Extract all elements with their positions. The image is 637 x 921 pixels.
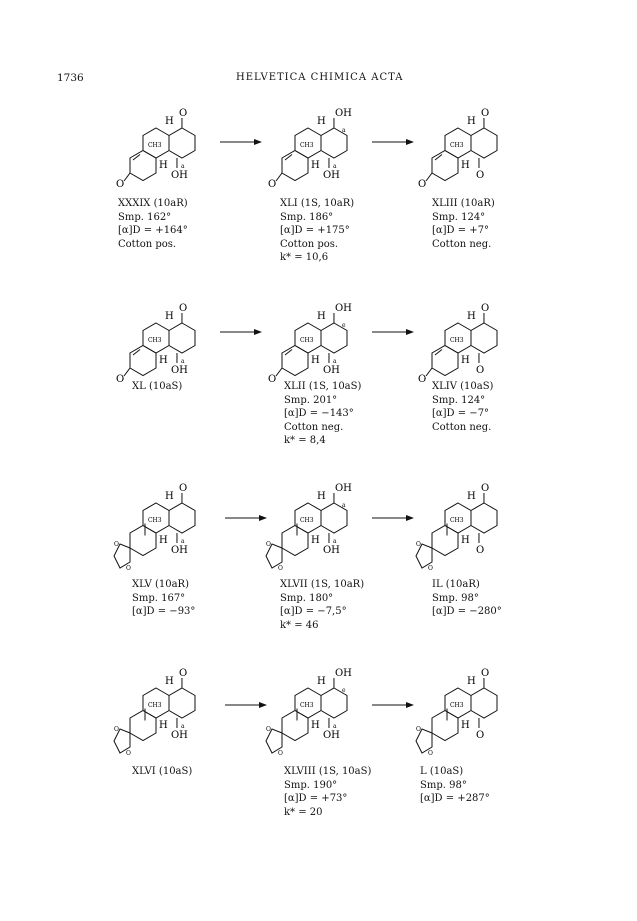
orientation-label: e (341, 322, 346, 329)
hydroxyl-label: OH (334, 303, 352, 314)
methyl-label: CH3 (449, 337, 464, 344)
caption-line: [α]D = +164° (118, 225, 188, 237)
orientation-label-2: a (332, 538, 337, 545)
caption-line: XLVII (1S, 10aR) (280, 579, 365, 590)
h-label-bottom: H (310, 535, 320, 546)
carbonyl-label-2: O (475, 170, 485, 181)
caption-line: Smp. 167° (132, 592, 186, 604)
carbonyl-label-2: O (475, 730, 485, 741)
h-label-top: H (164, 491, 174, 502)
compound-caption (432, 380, 493, 434)
caption-line: Cotton pos. (118, 238, 177, 250)
h-label-bottom: H (460, 355, 470, 366)
journal-title: HELVETICA CHIMICA ACTA (236, 72, 404, 83)
compound-caption (284, 380, 361, 448)
compound-caption (420, 765, 490, 806)
ketal-oxygen-2: O (126, 565, 131, 572)
caption-line: k* = 46 (280, 619, 319, 631)
caption-line: [α]D = −280° (432, 606, 502, 618)
ketal-oxygen-2: O (278, 565, 283, 572)
caption-line: Cotton neg. (284, 421, 344, 433)
h-label-bottom: H (460, 720, 470, 731)
hydroxyl-label-2: OH (322, 170, 340, 181)
structure-2 (254, 95, 374, 205)
caption-line: k* = 10,6 (280, 252, 329, 264)
hydroxyl-label-2: OH (170, 730, 188, 741)
hydroxyl-label-2: OH (170, 545, 188, 556)
h-label-bottom: H (158, 355, 168, 366)
compound-caption (118, 197, 188, 251)
caption-line: XL (10aS) (132, 381, 183, 392)
methyl-label: CH3 (147, 702, 162, 709)
h-label-bottom: H (310, 355, 320, 366)
caption-line: [α]D = +175° (280, 225, 350, 237)
ketal-oxygen-1: O (114, 541, 119, 548)
ketal-oxygen-1: O (416, 541, 421, 548)
h-label-bottom: H (310, 720, 320, 731)
compound-caption (432, 197, 495, 251)
orientation-label-2: a (180, 163, 185, 170)
methyl-label: CH3 (147, 517, 162, 524)
caption-line: XLII (1S, 10aS) (284, 381, 362, 392)
caption-line: [α]D = −143° (284, 408, 354, 420)
caption-line: k* = 8,4 (284, 435, 326, 447)
orientation-label-2: a (332, 723, 337, 730)
reaction-arrow (220, 137, 262, 147)
carbonyl-label: O (178, 303, 188, 314)
carbonyl-label: O (480, 303, 490, 314)
ketal-oxygen-1: O (266, 541, 271, 548)
h-label-top: H (466, 116, 476, 127)
hydroxyl-label-2: OH (322, 730, 340, 741)
h-label-top: H (316, 116, 326, 127)
caption-line: Smp. 190° (284, 779, 338, 791)
caption-line: Smp. 98° (432, 592, 479, 604)
ketal-oxygen-1: O (416, 726, 421, 733)
caption-line: [α]D = −7,5° (280, 606, 347, 618)
compound-caption (280, 578, 364, 632)
carbonyl-label: O (480, 483, 490, 494)
caption-line: [α]D = −93° (132, 606, 196, 618)
carbonyl-label-2: O (475, 365, 485, 376)
h-label-top: H (466, 311, 476, 322)
orientation-label-2: a (332, 163, 337, 170)
ketal-oxygen-2: O (428, 565, 433, 572)
compound-caption (132, 765, 192, 779)
hydroxyl-label-2: OH (322, 545, 340, 556)
methyl-label: CH3 (299, 702, 314, 709)
methyl-label: CH3 (299, 337, 314, 344)
h-label-top: H (164, 311, 174, 322)
caption-line: XLV (10aR) (132, 579, 189, 590)
methyl-label: CH3 (449, 702, 464, 709)
compound-caption (132, 578, 195, 619)
oxygen-label: O (418, 374, 427, 385)
caption-line: Smp. 162° (118, 211, 172, 223)
methyl-label: CH3 (147, 337, 162, 344)
h-label-bottom: H (158, 535, 168, 546)
caption-line: [α]D = +287° (420, 793, 490, 805)
reaction-arrow (225, 700, 267, 710)
caption-line: L (10aS) (420, 766, 464, 777)
compound-caption (132, 380, 182, 394)
h-label-top: H (316, 491, 326, 502)
structure-7 (102, 470, 222, 580)
structure-8 (254, 470, 374, 580)
ketal-oxygen-2: O (278, 750, 283, 757)
orientation-label-2: a (180, 358, 185, 365)
hydroxyl-label: OH (334, 668, 352, 679)
caption-line: Smp. 180° (280, 592, 334, 604)
caption-line: Smp. 98° (420, 779, 467, 791)
reaction-arrow (372, 700, 414, 710)
caption-line: Smp. 124° (432, 211, 486, 223)
h-label-top: H (316, 311, 326, 322)
oxygen-label: O (268, 374, 277, 385)
h-label-bottom: H (460, 160, 470, 171)
caption-line: [α]D = −7° (432, 408, 490, 420)
hydroxyl-label: OH (334, 483, 352, 494)
oxygen-label: O (116, 179, 125, 190)
h-label-bottom: H (460, 535, 470, 546)
carbonyl-label: O (178, 483, 188, 494)
orientation-label: a (341, 127, 346, 134)
structure-1 (102, 95, 222, 205)
h-label-top: H (466, 676, 476, 687)
carbonyl-label: O (480, 108, 490, 119)
caption-line: XLI (1S, 10aR) (280, 198, 355, 209)
caption-line: Cotton neg. (432, 238, 492, 250)
compound-caption (284, 765, 371, 819)
structure-11 (254, 655, 374, 765)
oxygen-label: O (268, 179, 277, 190)
carbonyl-label: O (178, 668, 188, 679)
structure-10 (102, 655, 222, 765)
reaction-arrow (372, 137, 414, 147)
hydroxyl-label-2: OH (170, 365, 188, 376)
orientation-label-2: a (180, 723, 185, 730)
h-label-bottom: H (310, 160, 320, 171)
caption-line: Smp. 124° (432, 394, 486, 406)
reaction-arrow (372, 513, 414, 523)
ketal-oxygen-2: O (428, 750, 433, 757)
compound-caption (280, 197, 354, 265)
reaction-arrow (220, 327, 262, 337)
h-label-bottom: H (158, 720, 168, 731)
compound-caption (432, 578, 502, 619)
methyl-label: CH3 (147, 142, 162, 149)
reaction-arrow (225, 513, 267, 523)
methyl-label: CH3 (299, 517, 314, 524)
structure-3 (404, 95, 524, 205)
caption-line: XXXIX (10aR) (118, 198, 188, 209)
orientation-label: a (341, 502, 346, 509)
caption-line: [α]D = +73° (284, 793, 348, 805)
methyl-label: CH3 (299, 142, 314, 149)
orientation-label-2: a (332, 358, 337, 365)
caption-line: Smp. 201° (284, 394, 338, 406)
oxygen-label: O (418, 179, 427, 190)
methyl-label: CH3 (449, 517, 464, 524)
structure-9 (404, 470, 524, 580)
caption-line: XLVI (10aS) (132, 766, 193, 777)
caption-line: XLIV (10aS) (432, 381, 494, 392)
h-label-top: H (164, 676, 174, 687)
carbonyl-label-2: O (475, 545, 485, 556)
carbonyl-label: O (480, 668, 490, 679)
caption-line: k* = 20 (284, 806, 323, 818)
caption-line: XLIII (10aR) (432, 198, 495, 209)
oxygen-label: O (116, 374, 125, 385)
caption-line: Cotton pos. (280, 238, 339, 250)
caption-line: XLVIII (1S, 10aS) (284, 766, 372, 777)
h-label-top: H (316, 676, 326, 687)
hydroxyl-label-2: OH (170, 170, 188, 181)
carbonyl-label: O (178, 108, 188, 119)
caption-line: [α]D = +7° (432, 225, 490, 237)
methyl-label: CH3 (449, 142, 464, 149)
orientation-label: e (341, 687, 346, 694)
structure-12 (404, 655, 524, 765)
caption-line: IL (10aR) (432, 579, 480, 590)
ketal-oxygen-1: O (114, 726, 119, 733)
orientation-label-2: a (180, 538, 185, 545)
ketal-oxygen-2: O (126, 750, 131, 757)
caption-line: Cotton neg. (432, 421, 492, 433)
ketal-oxygen-1: O (266, 726, 271, 733)
caption-line: Smp. 186° (280, 211, 334, 223)
h-label-top: H (164, 116, 174, 127)
h-label-top: H (466, 491, 476, 502)
h-label-bottom: H (158, 160, 168, 171)
page-number: 1736 (57, 72, 84, 84)
hydroxyl-label: OH (334, 108, 352, 119)
reaction-arrow (372, 327, 414, 337)
hydroxyl-label-2: OH (322, 365, 340, 376)
